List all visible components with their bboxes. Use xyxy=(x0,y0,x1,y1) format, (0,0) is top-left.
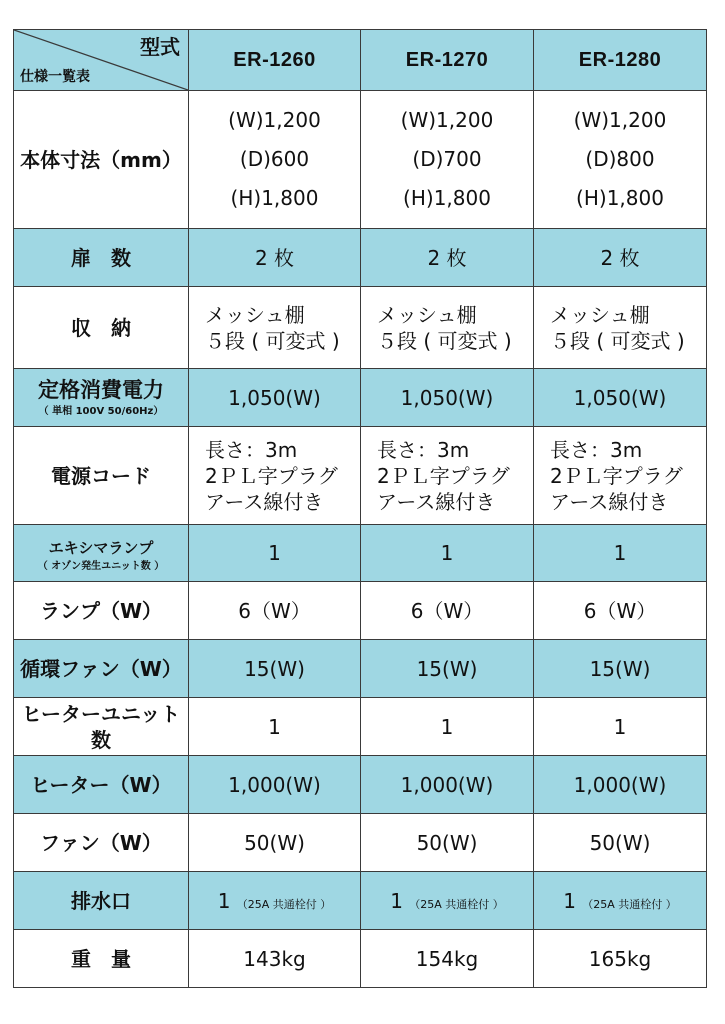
heater-units-row xyxy=(14,698,707,756)
excimer-cell-3: 1 xyxy=(534,525,707,582)
dimensions-row xyxy=(14,91,707,229)
drain-count: 1 xyxy=(217,888,231,913)
corner-type-label: 型式 xyxy=(140,35,180,59)
dim-width: (W)1,200 xyxy=(228,108,321,132)
cord-cell-2 xyxy=(361,427,534,525)
weight-row xyxy=(14,930,707,988)
dim-height: (H)1,800 xyxy=(230,186,319,210)
doors-label: 扉 数 xyxy=(14,229,189,287)
cord-line-3: アース線付き xyxy=(377,489,496,514)
circ-fan-label: 循環ファン（W） xyxy=(14,640,189,698)
drain-note: （25A 共通栓付 ） xyxy=(236,897,332,911)
cord-line-1: 長さ：3m xyxy=(205,437,298,462)
cord-line-1: 長さ：3m xyxy=(377,437,470,462)
drain-count: 1 xyxy=(390,888,403,913)
fan-label: ファン（W） xyxy=(14,814,189,872)
model-header-2: ER-1270 xyxy=(361,30,534,91)
excimer-label: エキシマランプ xyxy=(48,539,154,557)
power-label: 定格消費電力 xyxy=(38,377,164,402)
cord-line-1: 長さ：3m xyxy=(550,437,643,462)
storage-row xyxy=(14,287,707,369)
dim-depth: (D)600 xyxy=(239,147,310,171)
fan-cell-3: 50(W) xyxy=(534,814,707,872)
dim-width: (W)1,200 xyxy=(400,108,494,132)
circ-fan-cell-1: 15(W) xyxy=(189,640,361,698)
heater-units-cell-1: 1 xyxy=(189,698,361,756)
storage-cell-1 xyxy=(189,287,361,369)
circ-fan-cell-2: 15(W) xyxy=(361,640,534,698)
cord-line-3: アース線付き xyxy=(550,489,669,514)
spec-table xyxy=(13,29,707,988)
cord-line-3: アース線付き xyxy=(205,489,324,514)
circ-fan-row xyxy=(14,640,707,698)
storage-line-2: ５段 ( 可変式 ) xyxy=(550,328,685,353)
excimer-label-cell xyxy=(14,525,189,582)
drain-cell-2 xyxy=(361,872,534,930)
doors-cell-1: 2 枚 xyxy=(189,229,361,287)
fan-cell-2: 50(W) xyxy=(361,814,534,872)
cord-line-2: 2ＰＬ字プラグ xyxy=(205,463,338,488)
dimensions-cell-3 xyxy=(534,91,707,229)
heater-cell-3: 1,000(W) xyxy=(534,756,707,814)
cord-cell-3 xyxy=(534,427,707,525)
drain-cell-3 xyxy=(534,872,707,930)
dim-depth: (D)800 xyxy=(585,147,655,171)
heater-cell-2: 1,000(W) xyxy=(361,756,534,814)
fan-row xyxy=(14,814,707,872)
storage-label: 収 納 xyxy=(14,287,189,369)
drain-row xyxy=(14,872,707,930)
storage-line-1: メッシュ棚 xyxy=(377,302,477,327)
storage-cell-2 xyxy=(361,287,534,369)
storage-cell-3 xyxy=(534,287,707,369)
drain-count: 1 xyxy=(563,888,576,913)
fan-cell-1: 50(W) xyxy=(189,814,361,872)
drain-note: （25A 共通栓付 ） xyxy=(409,897,504,911)
doors-row xyxy=(14,229,707,287)
header-row xyxy=(14,30,707,91)
weight-cell-1: 143kg xyxy=(189,930,361,988)
dimensions-cell-1 xyxy=(189,91,361,229)
dimensions-label: 本体寸法（mm） xyxy=(14,91,189,229)
storage-line-1: メッシュ棚 xyxy=(205,302,305,327)
model-header-1: ER-1260 xyxy=(189,30,361,91)
storage-line-2: ５段 ( 可変式 ) xyxy=(377,328,512,353)
power-cell-3: 1,050(W) xyxy=(534,369,707,427)
weight-cell-3: 165kg xyxy=(534,930,707,988)
power-label-cell xyxy=(14,369,189,427)
circ-fan-cell-3: 15(W) xyxy=(534,640,707,698)
model-header-3: ER-1280 xyxy=(534,30,707,91)
excimer-cell-1: 1 xyxy=(189,525,361,582)
dim-height: (H)1,800 xyxy=(403,186,491,210)
heater-units-cell-3: 1 xyxy=(534,698,707,756)
power-cell-2: 1,050(W) xyxy=(361,369,534,427)
excimer-sublabel: （ オゾン発生ユニット数 ） xyxy=(37,561,165,572)
dimensions-cell-2 xyxy=(361,91,534,229)
cord-cell-1 xyxy=(189,427,361,525)
heater-units-cell-2: 1 xyxy=(361,698,534,756)
cord-line-2: 2ＰＬ字プラグ xyxy=(550,463,683,488)
lamp-cell-1: 6（W） xyxy=(189,582,361,640)
cord-line-2: 2ＰＬ字プラグ xyxy=(377,463,510,488)
power-sublabel: （ 単相 100V 50/60Hz） xyxy=(38,406,164,418)
heater-row xyxy=(14,756,707,814)
corner-list-label: 仕様一覧表 xyxy=(20,68,90,85)
drain-label: 排水口 xyxy=(14,872,189,930)
weight-label: 重 量 xyxy=(14,930,189,988)
cord-label: 電源コード xyxy=(14,427,189,525)
corner-cell xyxy=(14,30,189,91)
dim-height: (H)1,800 xyxy=(576,186,664,210)
doors-cell-2: 2 枚 xyxy=(361,229,534,287)
storage-line-1: メッシュ棚 xyxy=(550,302,650,327)
storage-line-2: ５段 ( 可変式 ) xyxy=(205,328,340,353)
doors-cell-3: 2 枚 xyxy=(534,229,707,287)
cord-row xyxy=(14,427,707,525)
lamp-cell-2: 6（W） xyxy=(361,582,534,640)
lamp-cell-3: 6（W） xyxy=(534,582,707,640)
excimer-cell-2: 1 xyxy=(361,525,534,582)
dim-depth: (D)700 xyxy=(412,147,482,171)
heater-units-label: ヒーターユニット数 xyxy=(14,698,189,756)
drain-note: （25A 共通栓付 ） xyxy=(582,897,677,911)
heater-cell-1: 1,000(W) xyxy=(189,756,361,814)
power-cell-1: 1,050(W) xyxy=(189,369,361,427)
heater-label: ヒーター（W） xyxy=(14,756,189,814)
drain-cell-1 xyxy=(189,872,361,930)
power-row xyxy=(14,369,707,427)
lamp-row xyxy=(14,582,707,640)
dim-width: (W)1,200 xyxy=(573,108,667,132)
lamp-label: ランプ（W） xyxy=(14,582,189,640)
weight-cell-2: 154kg xyxy=(361,930,534,988)
excimer-row xyxy=(14,525,707,582)
